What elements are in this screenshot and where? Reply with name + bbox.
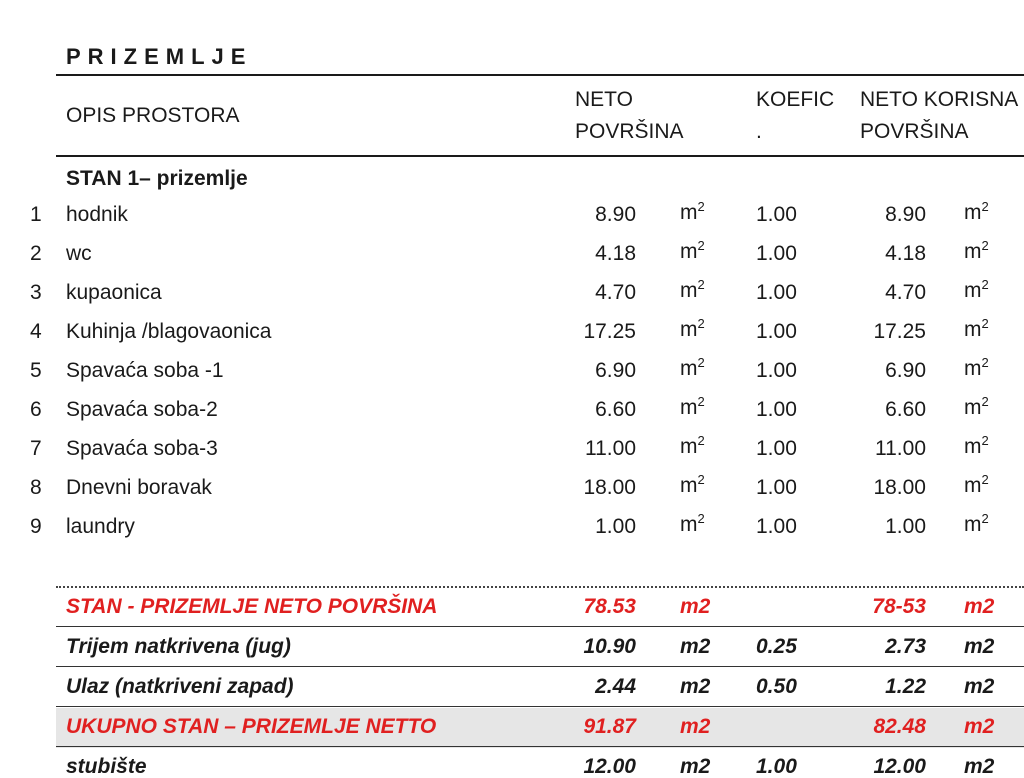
header-korisna-line2: POVRŠINA	[860, 120, 969, 143]
row-korisna-unit	[964, 512, 989, 535]
unit-base: m	[680, 435, 698, 458]
unit-base: m	[964, 318, 982, 341]
header-neto-line1: NETO	[575, 88, 633, 111]
row-korisna-unit	[964, 200, 989, 223]
unit-base: m	[964, 279, 982, 302]
row-koef: 1.00	[756, 398, 797, 421]
divider	[56, 626, 1024, 627]
row-name: laundry	[66, 515, 135, 538]
unit-base: m	[680, 240, 698, 263]
summary-name: Ulaz (natkriveni zapad)	[66, 675, 294, 698]
row-korisna-unit	[964, 473, 989, 496]
summary-koef: 1.00	[756, 755, 797, 778]
section-title: STAN 1– prizemlje	[66, 167, 248, 190]
header-koef-line1: KOEFIC	[756, 88, 835, 111]
row-korisna-unit	[964, 317, 989, 340]
row-neto-unit	[680, 239, 705, 262]
row-name: Spavaća soba-3	[66, 437, 218, 460]
unit-base: m	[680, 318, 698, 341]
unit-base: m	[964, 474, 982, 497]
unit-sup: 2	[697, 199, 705, 214]
row-neto-unit	[680, 512, 705, 535]
summary-name: Trijem natkrivena (jug)	[66, 635, 291, 658]
summary-korisna-unit: m2	[964, 675, 995, 698]
row-korisna: 17.25	[873, 320, 926, 343]
divider	[56, 706, 1024, 707]
unit-base: m	[680, 201, 698, 224]
header-koef-line2: .	[756, 120, 762, 143]
row-neto: 1.00	[595, 515, 636, 538]
divider	[56, 74, 1024, 76]
row-korisna: 6.90	[885, 359, 926, 382]
row-neto: 17.25	[583, 320, 636, 343]
row-number: 1	[30, 203, 42, 226]
summary-neto: 12.00	[583, 755, 636, 778]
summary-korisna-unit: m2	[964, 755, 995, 778]
summary-korisna: 78-53	[872, 595, 926, 618]
summary-name: STAN - PRIZEMLJE NETO POVRŠINA	[66, 595, 438, 618]
unit-sup: 2	[981, 472, 989, 487]
summary-neto: 91.87	[583, 715, 636, 738]
unit-base: m	[964, 201, 982, 224]
row-name: Dnevni boravak	[66, 476, 212, 499]
row-koef: 1.00	[756, 437, 797, 460]
unit-sup: 2	[981, 277, 989, 292]
unit-base: m	[680, 357, 698, 380]
unit-base: m	[964, 240, 982, 263]
row-name: kupaonica	[66, 281, 162, 304]
divider	[56, 586, 1024, 588]
summary-korisna-unit: m2	[964, 595, 995, 618]
summary-korisna: 2.73	[885, 635, 926, 658]
unit-base: m	[680, 513, 698, 536]
row-name: wc	[66, 242, 92, 265]
row-name: Spavaća soba-2	[66, 398, 218, 421]
unit-sup: 2	[981, 511, 989, 526]
unit-base: m	[964, 435, 982, 458]
unit-sup: 2	[697, 277, 705, 292]
unit-sup: 2	[697, 511, 705, 526]
row-korisna-unit	[964, 395, 989, 418]
unit-sup: 2	[981, 199, 989, 214]
summary-neto: 2.44	[595, 675, 636, 698]
row-number: 3	[30, 281, 42, 304]
summary-name: UKUPNO STAN – PRIZEMLJE NETTO	[66, 715, 437, 738]
row-korisna-unit	[964, 239, 989, 262]
row-neto-unit	[680, 473, 705, 496]
row-korisna: 11.00	[875, 437, 926, 460]
row-number: 2	[30, 242, 42, 265]
summary-neto: 78.53	[583, 595, 636, 618]
unit-sup: 2	[697, 238, 705, 253]
unit-base: m	[680, 279, 698, 302]
summary-korisna: 82.48	[873, 715, 926, 738]
row-koef: 1.00	[756, 359, 797, 382]
row-korisna: 4.18	[885, 242, 926, 265]
row-neto: 11.00	[585, 437, 636, 460]
divider	[56, 666, 1024, 667]
row-koef: 1.00	[756, 320, 797, 343]
page-title: PRIZEMLJE	[66, 44, 253, 69]
row-number: 4	[30, 320, 42, 343]
row-neto: 6.90	[595, 359, 636, 382]
row-korisna-unit	[964, 434, 989, 457]
summary-korisna: 1.22	[885, 675, 926, 698]
row-number: 7	[30, 437, 42, 460]
row-korisna: 6.60	[885, 398, 926, 421]
row-number: 5	[30, 359, 42, 382]
summary-korisna-unit: m2	[964, 715, 995, 738]
row-name: Kuhinja /blagovaonica	[66, 320, 272, 343]
summary-neto-unit: m2	[680, 675, 711, 698]
row-neto: 18.00	[583, 476, 636, 499]
row-korisna-unit	[964, 278, 989, 301]
row-name: Spavaća soba -1	[66, 359, 224, 382]
summary-neto-unit: m2	[680, 595, 711, 618]
row-neto-unit	[680, 317, 705, 340]
unit-sup: 2	[981, 355, 989, 370]
header-neto-line2: POVRŠINA	[575, 120, 684, 143]
unit-base: m	[964, 357, 982, 380]
row-neto: 4.18	[595, 242, 636, 265]
summary-neto-unit: m2	[680, 715, 711, 738]
summary-neto: 10.90	[583, 635, 636, 658]
row-neto-unit	[680, 278, 705, 301]
divider	[56, 155, 1024, 157]
unit-sup: 2	[981, 433, 989, 448]
row-korisna: 1.00	[885, 515, 926, 538]
row-koef: 1.00	[756, 242, 797, 265]
unit-sup: 2	[981, 238, 989, 253]
row-name: hodnik	[66, 203, 128, 226]
unit-base: m	[680, 396, 698, 419]
unit-sup: 2	[981, 316, 989, 331]
row-koef: 1.00	[756, 203, 797, 226]
unit-sup: 2	[697, 355, 705, 370]
divider	[56, 746, 1024, 747]
row-neto-unit	[680, 356, 705, 379]
row-neto-unit	[680, 200, 705, 223]
row-neto-unit	[680, 395, 705, 418]
unit-base: m	[964, 513, 982, 536]
summary-neto-unit: m2	[680, 635, 711, 658]
row-korisna: 18.00	[873, 476, 926, 499]
row-neto-unit	[680, 434, 705, 457]
header-opis: OPIS PROSTORA	[66, 104, 240, 127]
row-korisna: 8.90	[885, 203, 926, 226]
row-koef: 1.00	[756, 281, 797, 304]
unit-sup: 2	[697, 433, 705, 448]
row-koef: 1.00	[756, 476, 797, 499]
unit-base: m	[964, 396, 982, 419]
unit-sup: 2	[697, 316, 705, 331]
row-koef: 1.00	[756, 515, 797, 538]
summary-name: stubište	[66, 755, 147, 778]
row-neto: 4.70	[595, 281, 636, 304]
unit-sup: 2	[981, 394, 989, 409]
summary-koef: 0.50	[756, 675, 797, 698]
row-number: 9	[30, 515, 42, 538]
row-korisna: 4.70	[885, 281, 926, 304]
header-korisna-line1: NETO KORISNA	[860, 88, 1019, 111]
unit-base: m	[680, 474, 698, 497]
row-number: 8	[30, 476, 42, 499]
summary-neto-unit: m2	[680, 755, 711, 778]
row-neto: 8.90	[595, 203, 636, 226]
summary-koef: 0.25	[756, 635, 797, 658]
row-neto: 6.60	[595, 398, 636, 421]
summary-korisna: 12.00	[873, 755, 926, 778]
unit-sup: 2	[697, 394, 705, 409]
summary-korisna-unit: m2	[964, 635, 995, 658]
row-korisna-unit	[964, 356, 989, 379]
row-number: 6	[30, 398, 42, 421]
unit-sup: 2	[697, 472, 705, 487]
